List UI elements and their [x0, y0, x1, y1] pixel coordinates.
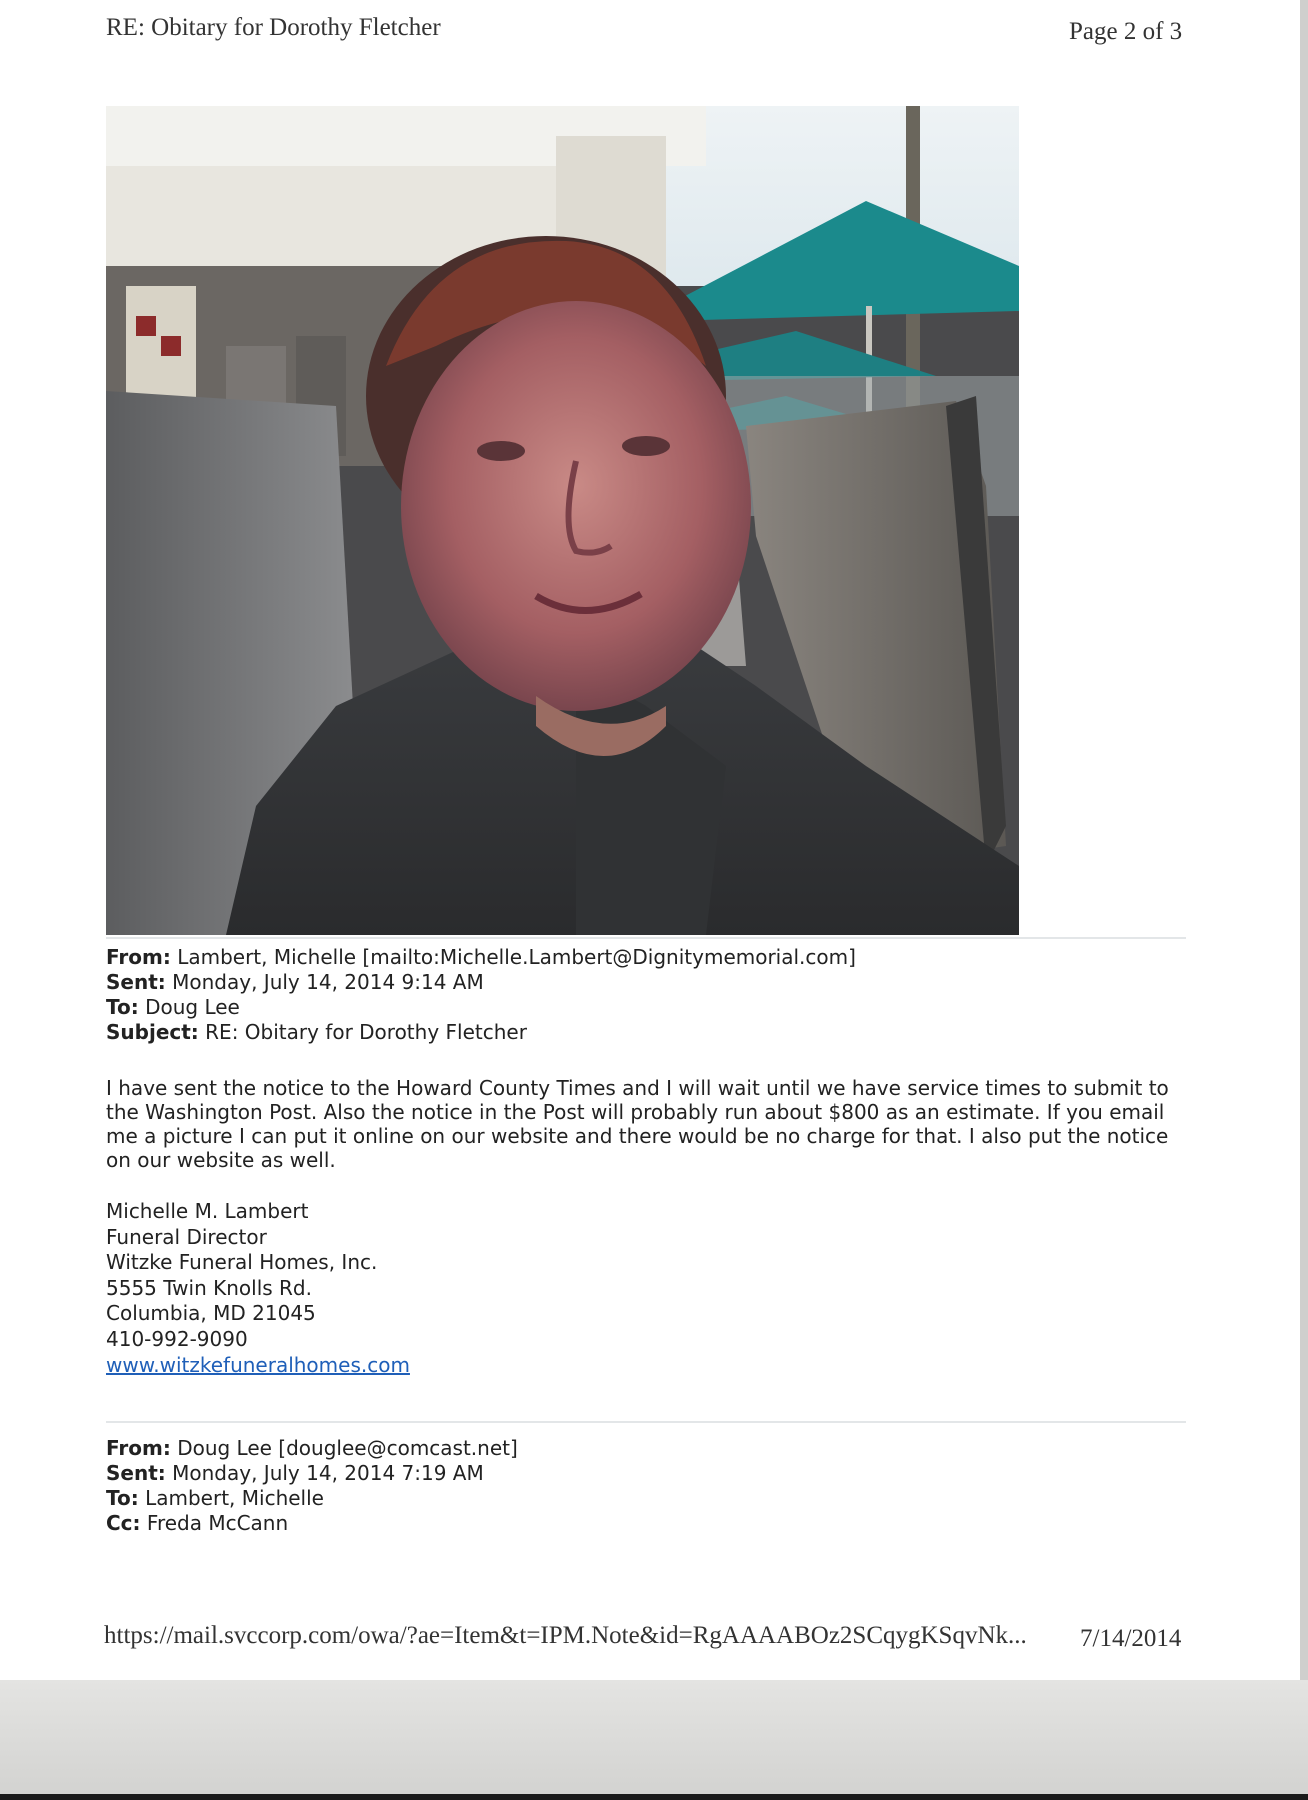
signature-name: Michelle M. Lambert: [106, 1199, 309, 1223]
print-footer-url: https://mail.svccorp.com/owa/?ae=Item&t=IPM.Note&id=RgAAAABOz2SCqygKSqvNk...: [104, 1622, 1027, 1649]
email2-header: [106, 1436, 518, 1536]
email2-sent: Monday, July 14, 2014 7:19 AM: [172, 1461, 484, 1485]
email2-from-row: [106, 1436, 518, 1461]
photo-illustration: [106, 106, 1019, 935]
email2-to-row: [106, 1486, 518, 1511]
from-label: From:: [106, 945, 171, 969]
signature-title: Funeral Director: [106, 1224, 267, 1249]
section-divider: [106, 1421, 1186, 1423]
scan-bottom-margin: [0, 1680, 1308, 1800]
email2-to: Lambert, Michelle: [145, 1486, 324, 1510]
email2-sent-row: [106, 1461, 518, 1486]
email1-body: I have sent the notice to the Howard County Times and I will wait until we have service times to submit to the Washington Post. Also the notice in the Post will probably run about $800 as an estimate. If you email me a picture I can put it online on our website and there would be no charge for that. I also put the notice on our website as well.: [106, 1076, 1169, 1172]
print-footer-date: 7/14/2014: [1080, 1625, 1182, 1652]
print-header-page-number: Page 2 of 3: [1069, 18, 1183, 45]
portrait-photo: [106, 106, 1019, 935]
signature-company: Witzke Funeral Homes, Inc.: [106, 1250, 378, 1275]
email1-to: Doug Lee: [145, 995, 240, 1019]
scanner-edge-line: [0, 1794, 1308, 1800]
print-header-title: RE: Obitary for Dorothy Fletcher: [106, 14, 441, 41]
website-link[interactable]: www.witzkefuneralhomes.com: [106, 1352, 410, 1377]
signature-address-line2: Columbia, MD 21045: [106, 1301, 316, 1326]
email2-from: Doug Lee [douglee@comcast.net]: [177, 1436, 518, 1460]
email1-subject-row: [106, 1020, 856, 1045]
email1-to-row: [106, 995, 856, 1020]
email1-from: Lambert, Michelle [mailto:Michelle.Lambert@Dignitymemorial.com]: [177, 945, 856, 969]
signature-phone: 410-992-9090: [106, 1326, 248, 1351]
to-label: To:: [106, 1486, 139, 1510]
email2-cc-row: [106, 1511, 518, 1536]
sent-label: Sent:: [106, 970, 166, 994]
to-label: To:: [106, 995, 139, 1019]
email1-from-row: [106, 945, 856, 970]
scan-edge: [1300, 0, 1308, 1680]
from-label: From:: [106, 1436, 171, 1460]
email1-sent: Monday, July 14, 2014 9:14 AM: [172, 970, 484, 994]
sent-label: Sent:: [106, 1461, 166, 1485]
cc-label: Cc:: [106, 1511, 141, 1535]
section-divider: [106, 937, 1186, 939]
signature-address-line1: 5555 Twin Knolls Rd.: [106, 1275, 312, 1300]
email1-sent-row: [106, 970, 856, 995]
subject-label: Subject:: [106, 1020, 199, 1044]
email1-subject: RE: Obitary for Dorothy Fletcher: [205, 1020, 527, 1044]
email1-signature: [106, 1199, 410, 1378]
email1-header: [106, 945, 856, 1045]
email2-cc: Freda McCann: [146, 1511, 289, 1535]
